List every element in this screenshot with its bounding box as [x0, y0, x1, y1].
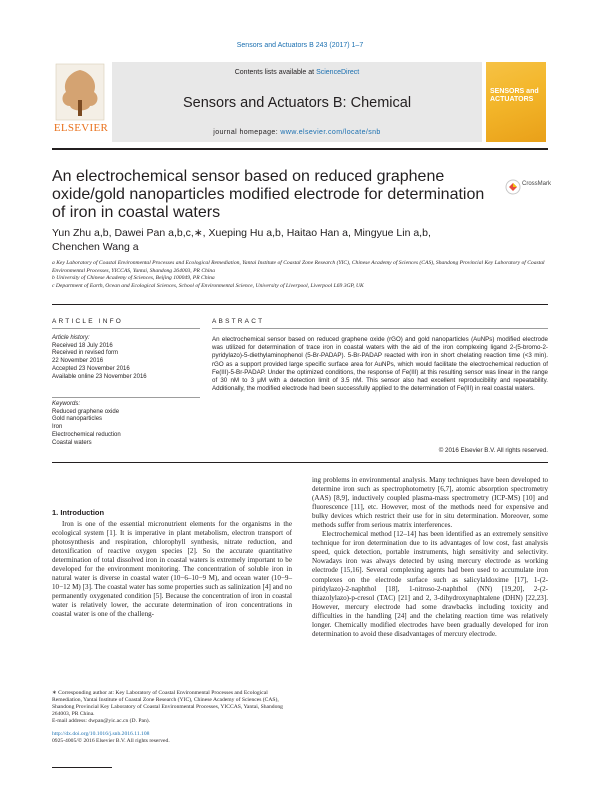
keywords	[52, 401, 202, 447]
body-column-right	[312, 476, 548, 639]
body-column-left	[52, 520, 292, 620]
doi-link[interactable]: http://dx.doi.org/10.1016/j.snb.2016.11.108	[52, 731, 150, 737]
header-rule	[52, 148, 548, 150]
history-heading: Article history:	[52, 335, 90, 341]
keyword-item: Gold nanoparticles	[52, 416, 103, 423]
affiliation-b: b University of Chinese Academy of Sciences, Beijing 100049, PR China	[52, 275, 215, 282]
paragraph: ing problems in environmental analysis. Many techniques have been developed to determine iron such as spectrophotometry [6,7], atomic absorption spectrometry (AAS) [8,9], inductively coupled plasma-mass spectrometry (ICP-MS) [10] and fluorescence [11], etc. However, most of the methods need for expensive and bulky devices which restrict their use for in situ determination. Moreover, some methods suffer from serious matrix interferences.	[312, 476, 548, 530]
history-item: Received in revised form	[52, 350, 119, 357]
copyright-notice: © 2016 Elsevier B.V. All rights reserved.	[438, 447, 548, 454]
history-item: Available online 23 November 2016	[52, 373, 147, 380]
article-info-rule	[52, 328, 200, 329]
author-list	[52, 226, 522, 254]
article-history	[52, 335, 202, 381]
footnote-rule	[52, 767, 112, 768]
keyword-item: Reduced graphene oxide	[52, 408, 120, 415]
history-item: Accepted 23 November 2016	[52, 365, 130, 372]
keywords-rule	[52, 397, 200, 398]
homepage-prefix: journal homepage:	[213, 129, 281, 136]
section-rule	[52, 304, 548, 305]
keyword-item: Electrochemical reduction	[52, 431, 121, 438]
paragraph: Electrochemical method [12–14] has been identified as an extremely sensitive technique for iron determination due to its advantages of low cost, fast analysis speed, quick detection, portable instruments, high sensitivity and selectivity. Nowadays iron was always detected by using mercury electrode as working electrode [15,16]. Several complexing agents had been used to accumulate iron complexes on the electrode surface such as salicylaldoxime [17], 1-(2-piridylazo)-2-naphthol [18], 1-nitroso-2-naphthol (NN) [19,20], 2-(2-thiazolylazo)-p-cresol (TAC) [21] and 2, 3-dihydroxynaphtalene (DHN) [22,23]. However, mercury electrode had some drawbacks including toxicity and difficulties in the handling [24] and the chelating reaction time was relatively longer. Chemically modified electrodes have been gradually developed for iron determination to avoid these disadvantages of mercury electrode.	[312, 530, 548, 638]
abstract-rule	[212, 328, 548, 329]
email-address[interactable]: E-mail address: dwpan@yic.ac.cn (D. Pan).	[52, 718, 151, 724]
journal-title: Sensors and Actuators B: Chemical	[182, 95, 412, 111]
abstract-heading: ABSTRACT	[212, 318, 265, 325]
journal-reference[interactable]: Sensors and Actuators B 243 (2017) 1–7	[236, 42, 364, 49]
history-item: Received 18 July 2016	[52, 342, 113, 349]
contents-prefix: Contents lists available at	[234, 69, 317, 76]
cover-title: SENSORS and ACTUATORS	[490, 88, 539, 103]
journal-homepage	[112, 129, 482, 136]
affiliation-c: c Department of Earth, Ocean and Ecological Sciences, School of Environmental Science, University of Liverpool, Liverpool L69 3GP, UK	[52, 282, 364, 289]
keyword-item: Iron	[52, 424, 63, 431]
publisher-logo-text: ELSEVIER	[53, 122, 109, 134]
abstract-text: An electrochemical sensor based on reduced graphene oxide (rGO) and gold nanoparticles (AuNPs) modified electrode was utilized for determination of trace iron in coastal waters with the aid of the iron complexing ligand 2-(5-bromo-2-pyridylazo)-5-diethylaminophenol (5-Br-PADAP). 5-Br-PADAP reacted with iron in short chelating reaction time (<3 min). rGO as a support provided large specific surface area for AuNPs, which would facilitate the electrochemical reduction of Fe(III)-5-Br-PADAP. Under the optimized conditions, the response of Fe(III) at this resulting sensor was linear in the range of 30 nM to 3 μM with a detection limit of 3.5 nM. This sensor also had excellent reproducibility and repeatability. Additionally, the modified electrode had been successfully applied to the determination of Fe(III) in real coastal waters.	[212, 336, 548, 393]
affiliations	[52, 260, 548, 290]
history-item: 22 November 2016	[52, 358, 104, 365]
issn-line: 0925-4005/© 2016 Elsevier B.V. All rights reserved.	[52, 738, 170, 744]
abstract-bottom-rule	[52, 462, 548, 463]
paragraph: Iron is one of the essential micronutrient elements for the organisms in the ecological system [1]. It is imperative in plant metabolism, electron transport of photosynthesis and respiration, chlorophyll synthesis, nitrate reduction, and detoxification of reactive oxygen species [2]. So the accurate quantitative determination of total dissolved iron in coastal waters is extremely important to be developed for the environment monitoring. The concentration of soluble iron in natural water is diverse in coastal water (10−6–10−9 M), and ocean water (10−9–10−12 M) [3]. The coastal water has some properties such as salinization [4] and no permanently oxygenated condition [5]. Because the concentration of iron in coastal water is relatively lower, the accurate determination of iron concentrations in coastal water is one of the challeng-	[52, 520, 292, 619]
crossmark-label[interactable]: CrossMark	[522, 181, 552, 187]
keywords-heading: Keywords:	[52, 401, 81, 407]
contents-line	[112, 69, 482, 76]
corresponding-author-note: ∗ Corresponding author at: Key Laboratory of Coastal Environmental Processes and Ecological Remediation, Yantai Institute of Coastal Zone Research (YIC), Chinese Academy of Sciences (CAS), Shandong Provincial Key Laboratory of Coastal Environmental Processes, YICCAS, Yantai, Shandong 264003, PR China.	[52, 690, 283, 717]
keyword-item: Coastal waters	[52, 439, 92, 446]
sciencedirect-link[interactable]: ScienceDirect	[316, 69, 360, 76]
authors-line-1: Yun Zhu a,b, Dawei Pan a,b,c,∗, Xueping Hu a,b, Haitao Han a, Mingyue Lin a,b,	[52, 227, 431, 239]
introduction-heading: 1. Introduction	[52, 508, 105, 517]
footnote	[52, 690, 292, 745]
authors-line-2: Chenchen Wang a	[52, 241, 139, 253]
article-title: An electrochemical sensor based on reduced graphene oxide/gold nanoparticles modified electrode for determination of iron in coastal waters	[52, 168, 485, 221]
homepage-link[interactable]: www.elsevier.com/locate/snb	[280, 129, 381, 136]
affiliation-a: a Key Laboratory of Coastal Environmental Processes and Ecological Remediation, Yantai Institute of Coastal Zone Research (YIC), Chinese Academy of Sciences (CAS), Shandong Provincial Key Laboratory of Coastal Environmental Processes, YICCAS, Yantai, Shandong 264003, PR China	[52, 260, 545, 274]
article-info-heading: ARTICLE INFO	[52, 318, 124, 325]
